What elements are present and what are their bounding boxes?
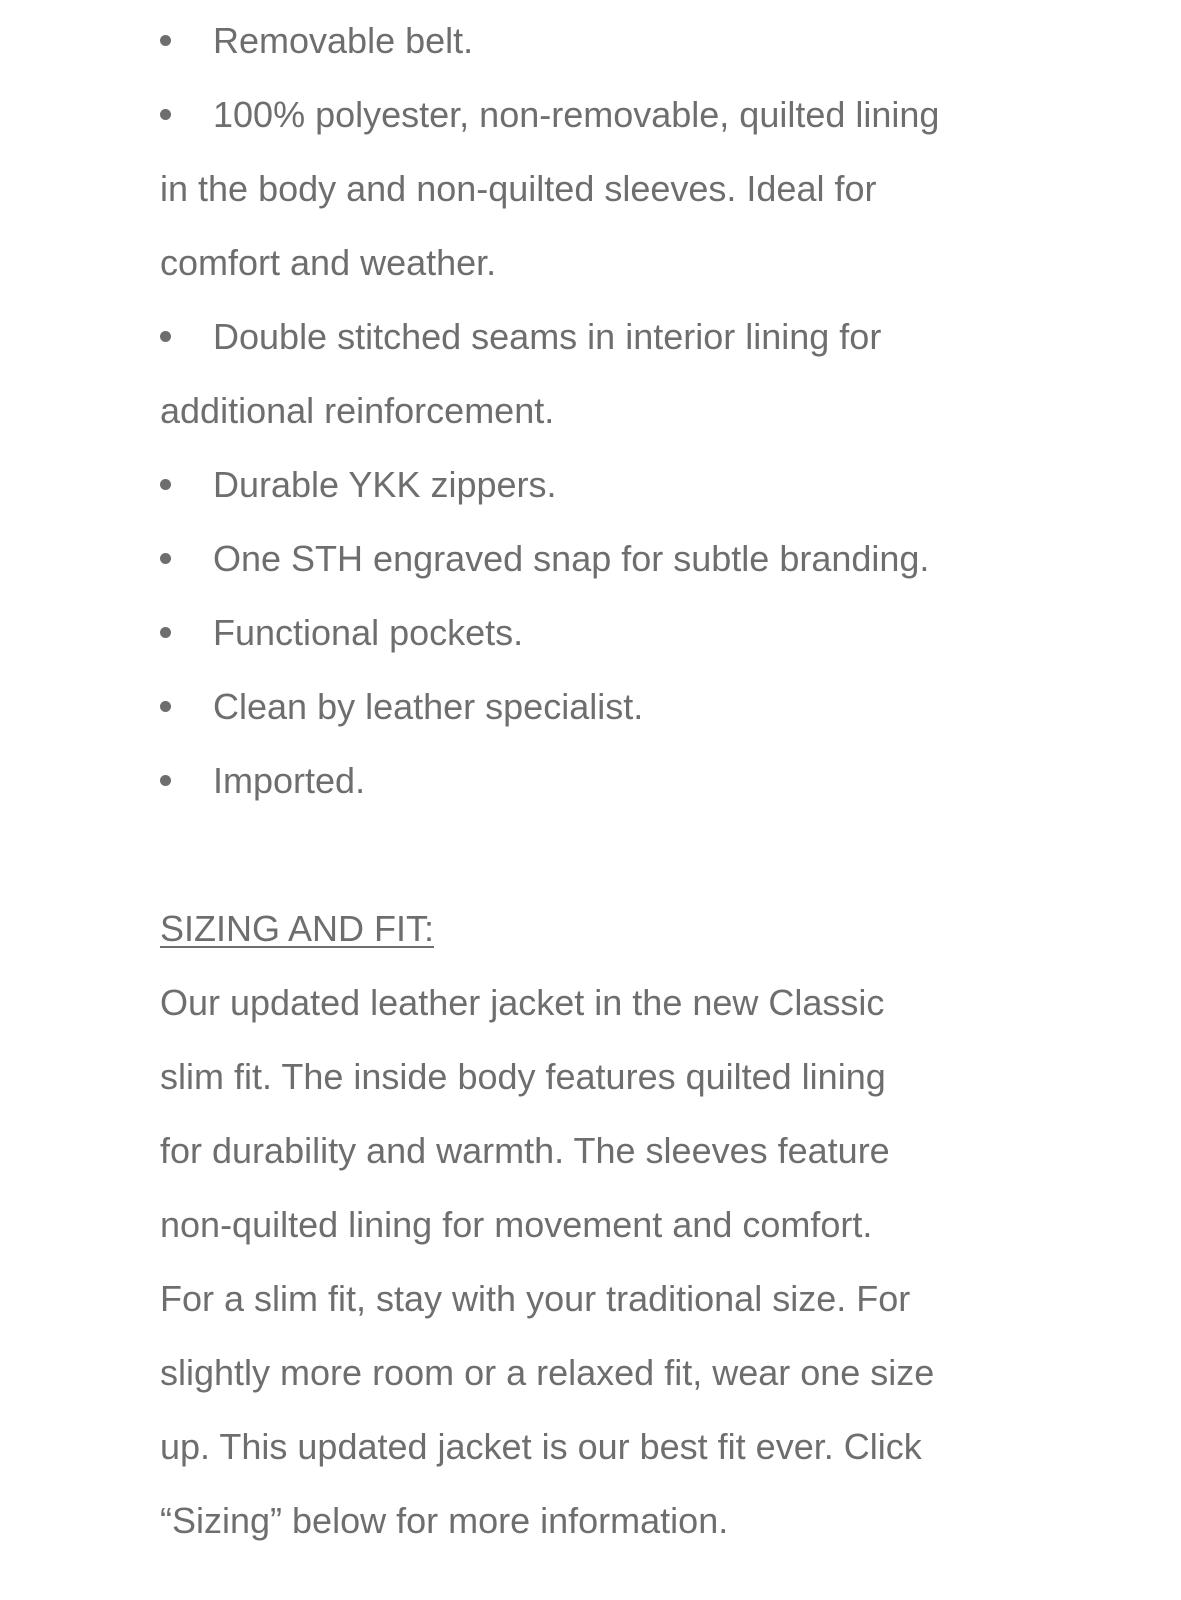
feature-item: [160, 78, 1040, 152]
feature-text: Clean by leather specialist.: [213, 686, 644, 727]
bullet-icon: [160, 35, 171, 46]
bullet-icon: [160, 331, 171, 342]
bullet-icon: [160, 479, 171, 490]
feature-item: [160, 670, 1040, 744]
feature-item-continuation: [160, 152, 1040, 226]
feature-item: [160, 448, 1040, 522]
feature-item-continuation: [160, 374, 1040, 448]
feature-text: Double stitched seams in interior lining for: [213, 316, 882, 357]
feature-text: in the body and non-quilted sleeves. Ideal for: [160, 168, 877, 209]
bullet-icon: [160, 627, 171, 638]
product-description: [160, 4, 1040, 1558]
feature-text: Durable YKK zippers.: [213, 464, 557, 505]
feature-text: additional reinforcement.: [160, 390, 555, 431]
feature-text: Functional pockets.: [213, 612, 524, 653]
feature-text: Imported.: [213, 760, 366, 801]
sizing-heading: SIZING AND FIT:: [160, 908, 435, 949]
paragraph-line: “Sizing” below for more information.: [160, 1500, 729, 1541]
feature-text: One STH engraved snap for subtle branding.: [213, 538, 930, 579]
section-spacer: [160, 818, 1040, 892]
paragraph-line: for durability and warmth. The sleeves feature: [160, 1130, 890, 1171]
feature-item: [160, 596, 1040, 670]
feature-item-continuation: [160, 226, 1040, 300]
feature-item: [160, 300, 1040, 374]
feature-list: [160, 4, 1040, 818]
feature-item: [160, 4, 1040, 78]
feature-item: [160, 744, 1040, 818]
feature-text: 100% polyester, non-removable, quilted lining: [213, 94, 940, 135]
bullet-icon: [160, 109, 171, 120]
sizing-paragraph: [160, 966, 1040, 1558]
paragraph-line: Our updated leather jacket in the new Classic: [160, 982, 885, 1023]
paragraph-line: slim fit. The inside body features quilted lining: [160, 1056, 886, 1097]
bullet-icon: [160, 701, 171, 712]
paragraph-line: non-quilted lining for movement and comfort.: [160, 1204, 873, 1245]
bullet-icon: [160, 553, 171, 564]
bullet-icon: [160, 775, 171, 786]
feature-item: [160, 522, 1040, 596]
paragraph-line: For a slim fit, stay with your traditional size. For: [160, 1278, 911, 1319]
paragraph-line: up. This updated jacket is our best fit ever. Click: [160, 1426, 922, 1467]
feature-text: Removable belt.: [213, 20, 474, 61]
feature-text: comfort and weather.: [160, 242, 497, 283]
paragraph-line: slightly more room or a relaxed fit, wear one size: [160, 1352, 935, 1393]
